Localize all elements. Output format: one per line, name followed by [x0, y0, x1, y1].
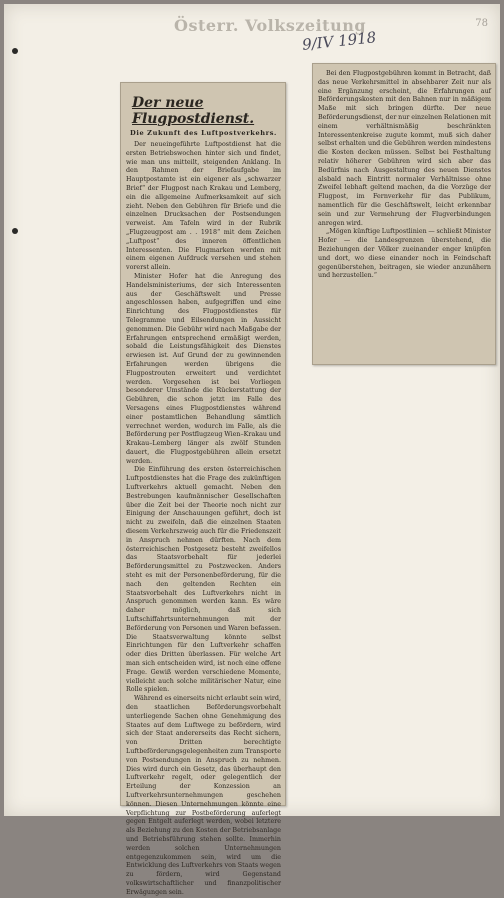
- article-headline: Der neue Flugpostdienst.: [132, 95, 255, 127]
- punch-hole-bottom: [12, 228, 18, 234]
- article-paragraph: Minister Hofer hat die Anregung des Handelsministeriums, der sich Interessenten aus der Geschäftswelt und Presse angeschlossen haben, aufgegriffen und eine Einrichtung des Flugpostdienstes für Telegramme und Eilsendungen in Aussicht genommen. Die Gebühr wird nach Maßgabe der Erfahrungen entsprechend ermäßigt werden, sobald die Leistungsfähigkeit des Dienstes erwiesen ist. Auf Grund der zu gewinnenden Erfahrungen werden übrigens die Flugpostrouten erweitert und verdichtet werden. Vorgesehen ist bei Vorliegen besonderer Umstände die Rückerstattung der Gebühren, die schon jetzt im Falle des Versagens eines Flugpostdienstes während einer postamtlichen Behandlung sämtlich verrechnet werden, wodurch im Falle, als die Beförderung per Postflugzeug Wien–Krakau und Krakau–Lemberg länger als zwölf Stunden dauert, die Flugpostgebühren allein ersetzt werden.: [126, 272, 281, 465]
- article-subheadline: Die Zukunft des Luftpostverkehrs.: [130, 129, 277, 137]
- article-paragraph: Bei den Flugpostgebühren kommt in Betracht, daß das neue Verkehrsmittel in absehbarer Zeit nur als eine Ergänzung erscheint, die Erfahrungen auf Beförderungskosten mit den Bahnen nur in mäßigem Maße mit sich bringen dürfte. Der neue Beförderungsdienst, der nur einzelnen Relationen mit einem verhältnismäßig beschränkten Interessentenkreise zugute kommt, muß sich daher selbst erhalten und die Gebühren werden mindestens die Kosten decken müssen. Selbst bei Festhaltung relativ höherer Gebühren wird sich aber das Bedürfnis nach Ausgestaltung des neuen Dienstes alsbald nach Eintritt normaler Verhältnisse ohne Zweifel lebhaft geltend machen, da die Vorzüge der Flugpost, im Fernverkehr für das Publikum, namentlich für die Geschäftswelt, leicht erkennbar sein und zur Vermehrung der Flugverbindungen anregen wird.: [318, 70, 491, 227]
- handwritten-date: 9/IV 1918: [301, 28, 378, 54]
- article-paragraph: Während es einerseits nicht erlaubt sein wird, den staatlichen Beförderungsvorbehalt unterliegende Sachen ohne Genehmigung des Staates auf dem Luftwege zu befördern, wird sich der Staat andererseits das Recht sichern, von Dritten berechtigte Luftbeförderungsgelegenheiten zum Transporte von Postsendungen in Anspruch zu nehmen. Dies wird durch ein Gesetz, das überhaupt den Luftverkehr regelt, oder gelegentlich der Erteilung der Konzession an Luftverkehrsunternehmungen geschehen können. Diesen Unternehmungen könnte eine Verpflichtung zur Postbeförderung auferlegt gegen Entgelt auferlegt werden, wobei letztere als Beziehung zu den Kosten der Betriebsanlage und Betriebsführung stehen sollte. Immerhin werden solchen Unternehmungen entgegenzukommen sein, wird um die Entwicklung des Luftverkehrs von Staats wegen zu fördern, wird Gegenstand volkswirtschaftlicher und finanzpolitischer Erwägungen sein.: [126, 695, 281, 896]
- article-paragraph: Der neueingeführte Luftpostdienst hat die ersten Betriebswochen hinter sich und findet, wie man uns mitteilt, steigenden Anklang. In den Rahmen der Briefaufgabe im Hauptpostamte ist ein eigener als „schwarzer Brief“ der Flugpost nach Krakau und Lemberg, ein die allgemeine Aufmerksamkeit auf sich zieht. Neben den Gebühren für Briefe und die einzelnen Drucksachen der Postsendungen verweist. Am Tafeln wird in der Rubrik „Flugzeugpost am . . 1918“ mit dem Zeichen „Luftpost“ des inneren öffentlichen Interessenten. Die Flugmarken werden mit einem eigenen Aufdruck versehen und stehen vorerst allein.: [126, 141, 281, 272]
- clipping-left: [120, 82, 286, 896]
- newspaper-masthead: Österr. Volkszeitung: [174, 16, 367, 35]
- article-paragraph: „Mögen künftige Luftpostlinien — schließt Minister Hofer — die Landesgrenzen überstehend, die Beziehungen der Völker zueinander enger knüpfen und dort, wo diese einander noch in Feindschaft gegenüberstehen, beitragen, sie wieder anzunähern und herzustellen.“: [318, 228, 491, 280]
- clipping-right: [312, 63, 496, 365]
- article-paragraph: Die Einführung des ersten österreichischen Luftpostdienstes hat die Frage des zukünftigen Luftverkehrs aktuell gemacht. Neben den Bestrebungen kaufmännischer Gesellschaften über die Zeit bei der Theorie noch nicht zur Einigung der Anschauungen geführt, doch ist nicht zu zweifeln, daß die einzelnen Staaten diesem Verkehrszweig auch für die Friedenszeit in Anspruch nehmen dürften. Nach dem österreichischen Postgesetz besteht zweifellos das Staatsvorbehalt für jederlei Beförderungsmittel zu Postzwecken. Anders steht es mit der Personenbeförderung, für die nach den geltenden Rechten ein Staatsvorbehalt des Luftverkehrs nicht in Anspruch genommen werden kann. Es wäre daher möglich, daß sich Luftschiffahrtsunternehmungen mit der Beförderung von Personen und Waren befassen. Die Staatsverwaltung könnte selbst Einrichtungen für den Luftverkehr schaffen oder dies Dritten überlassen. Für welche Art man sich entscheiden wird, ist noch eine offene Frage. Gewiß werden verschiedene Momente, vielleicht auch solche militärischer Natur, eine Rolle spielen.: [126, 466, 281, 694]
- archive-sheet: [4, 4, 500, 896]
- page-number: 78: [475, 18, 488, 29]
- article-body-left: [126, 141, 281, 898]
- punch-hole-top: [12, 48, 18, 54]
- article-body-right: [318, 70, 491, 281]
